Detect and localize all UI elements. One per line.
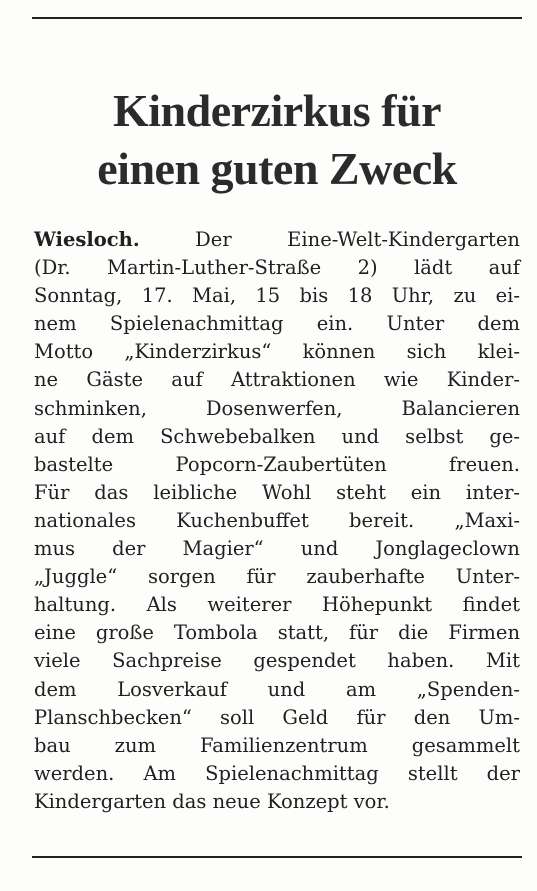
body-line: mus der Magier“ und Jonglageclown — [34, 537, 520, 561]
body-line: Sonntag, 17. Mai, 15 bis 18 Uhr, zu ei- — [34, 284, 520, 308]
body-line: eine große Tombola statt, für die Firmen — [34, 621, 520, 645]
bottom-rule — [32, 856, 522, 858]
body-line: werden. Am Spielenachmittag stellt der — [34, 761, 520, 785]
body-line: nationales Kuchenbuffet bereit. „Maxi- — [34, 508, 520, 532]
body-line: bau zum Familienzentrum gesammelt — [34, 733, 520, 757]
body-line: viele Sachpreise gespendet haben. Mit — [34, 649, 520, 673]
dateline: Wiesloch. — [34, 228, 140, 251]
headline-line-1: Kinderzirkus für — [112, 85, 442, 136]
body-line: Motto „Kinderzirkus“ können sich klei- — [34, 340, 520, 364]
body-line: „Juggle“ sorgen für zauberhafte Unter- — [34, 565, 520, 589]
body-line-text: Der Eine-Welt-Kindergarten — [139, 228, 520, 251]
body-line: Kindergarten das neue Konzept vor. — [34, 789, 390, 813]
headline-line-2: einen guten Zweck — [97, 143, 457, 194]
body-line: ne Gäste auf Attraktionen wie Kinder- — [34, 368, 520, 392]
body-line: (Dr. Martin-Luther-Straße 2) lädt auf — [34, 256, 520, 280]
body-line: auf dem Schwebebalken und selbst ge- — [34, 424, 520, 448]
body-line: Für das leibliche Wohl steht ein inter- — [34, 480, 520, 504]
headline — [32, 82, 522, 198]
body-line: nem Spielenachmittag ein. Unter dem — [34, 312, 520, 336]
body-line: haltung. Als weiterer Höhepunkt findet — [34, 593, 520, 617]
body-line — [34, 226, 520, 254]
body-line: bastelte Popcorn-Zaubertüten freuen. — [34, 452, 520, 476]
article-body — [34, 226, 520, 816]
body-line: Planschbecken“ soll Geld für den Um- — [34, 705, 520, 729]
body-line: schminken, Dosenwerfen, Balancieren — [34, 396, 520, 420]
body-line: dem Losverkauf und am „Spenden- — [34, 677, 520, 701]
top-rule — [32, 17, 522, 19]
